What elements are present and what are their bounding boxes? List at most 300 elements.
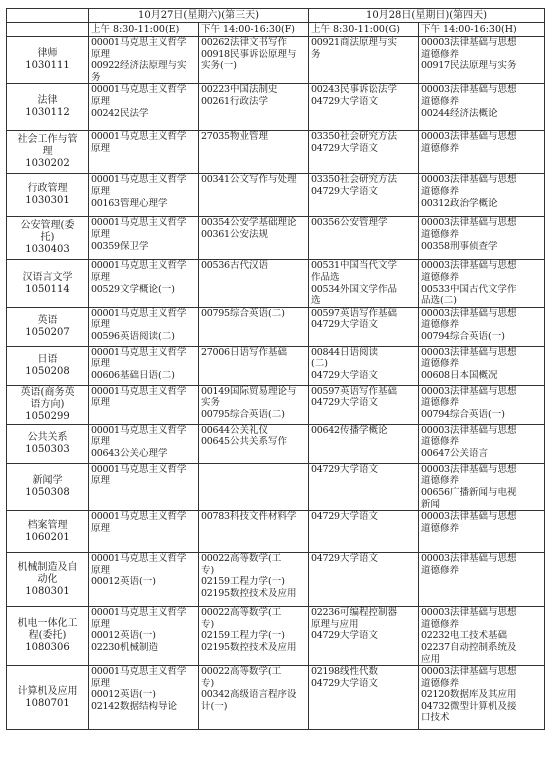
course-line — [201, 347, 306, 359]
course-code: 03350 — [311, 174, 340, 186]
major-name: 英语(商务英 — [20, 386, 75, 398]
exam-schedule-sheet — [6, 8, 544, 730]
course-line — [91, 689, 196, 701]
course-name: 行政法学 — [230, 95, 269, 107]
major-code: 1050207 — [25, 326, 70, 338]
course-code: 04729 — [311, 369, 340, 381]
course-name: 数据库及其应用 — [450, 689, 517, 701]
course-line — [421, 642, 542, 654]
course-name: 法律基础与思想 — [450, 511, 517, 523]
course-name: 道德修养 — [421, 95, 460, 107]
course-line — [421, 295, 542, 307]
course-code: 00597 — [311, 307, 340, 319]
course-code: 00647 — [421, 447, 450, 459]
course-name: 马克思主义哲学 — [120, 260, 187, 272]
course-code: 00022 — [201, 553, 230, 565]
course-line — [91, 174, 196, 186]
major-code: 1050308 — [25, 486, 70, 498]
course-code: 00795 — [201, 307, 230, 319]
course-line — [201, 409, 306, 421]
course-line — [421, 319, 542, 331]
course-code: 00645 — [201, 436, 230, 448]
schedule-row — [7, 511, 545, 553]
course-code: 00022 — [201, 607, 230, 619]
session-header: 上午 8:30-11:00(E) — [89, 23, 199, 37]
course-line — [201, 386, 306, 398]
course-name: 日本国概况 — [450, 369, 498, 381]
course-name: 马克思主义哲学 — [120, 385, 187, 397]
course-name: 专) — [201, 677, 215, 689]
course-line — [421, 198, 542, 210]
course-name: 新闻 — [421, 498, 441, 510]
course-line — [91, 260, 196, 272]
course-line — [311, 186, 416, 198]
course-line — [421, 397, 542, 409]
course-name: 法律基础与思想 — [450, 553, 517, 565]
course-name: 法律基础与思想 — [450, 666, 517, 678]
course-code: 00003 — [421, 174, 450, 186]
course-line — [421, 108, 542, 120]
course-code: 27035 — [201, 131, 230, 143]
course-name: 公关礼仪 — [230, 424, 269, 436]
course-code: 04729 — [311, 397, 340, 409]
course-line — [311, 319, 416, 331]
schedule-row — [7, 385, 545, 424]
corner-cell — [7, 9, 89, 23]
exam-cell — [89, 607, 199, 666]
exam-cell — [309, 131, 419, 174]
course-name: 原理与应用 — [311, 618, 359, 630]
course-name: 道德修养 — [421, 618, 460, 630]
course-code: 02120 — [421, 689, 450, 701]
course-name: 务 — [91, 71, 101, 83]
course-code: 00922 — [91, 60, 120, 72]
course-name: 马克思主义哲学 — [120, 346, 187, 358]
course-code: 00012 — [91, 576, 120, 588]
major-cell — [7, 463, 89, 510]
course-name: 公共关系写作 — [230, 436, 288, 448]
exam-cell — [199, 424, 309, 463]
course-line — [201, 397, 306, 409]
course-name: 原理 — [91, 228, 111, 240]
course-name: 民事诉讼原理与 — [230, 48, 297, 60]
course-name: 政治学概论 — [450, 197, 498, 209]
course-code: 00003 — [421, 131, 450, 143]
exam-cell — [419, 346, 545, 385]
course-code: 03350 — [311, 131, 340, 143]
course-name: 传播学概论 — [340, 424, 388, 436]
course-line — [311, 347, 416, 359]
course-name: 原理 — [91, 522, 111, 534]
course-line — [91, 397, 196, 409]
course-code: 00359 — [91, 240, 120, 252]
major-code: 1080701 — [25, 697, 70, 709]
course-code: 00261 — [201, 95, 230, 107]
course-line — [421, 217, 542, 229]
course-name: 大学语文 — [340, 142, 379, 154]
major-code: 1050299 — [25, 410, 70, 422]
course-name: 马克思主义哲学 — [120, 607, 187, 619]
course-name: 民事诉讼法学 — [340, 84, 398, 96]
exam-cell — [89, 217, 199, 260]
course-line — [91, 619, 196, 631]
course-name: 法律基础与思想 — [450, 260, 517, 272]
course-name: 马克思主义哲学 — [120, 217, 187, 229]
course-line — [311, 619, 416, 631]
course-name: 公文写作与处理 — [230, 174, 297, 186]
course-code: 00917 — [421, 60, 450, 72]
course-line — [201, 642, 306, 654]
course-code: 00001 — [91, 37, 120, 48]
course-code: 00003 — [421, 424, 450, 436]
course-code: 04729 — [311, 142, 340, 154]
course-line — [311, 358, 416, 370]
exam-cell — [419, 553, 545, 607]
course-name: 原理 — [91, 475, 111, 487]
course-line — [91, 666, 196, 678]
corner-cell-2 — [7, 23, 89, 37]
course-code: 00012 — [91, 689, 120, 701]
course-code: 00003 — [421, 346, 450, 358]
course-name: 古代汉语 — [230, 260, 269, 272]
course-line — [311, 260, 416, 272]
course-line — [421, 143, 542, 155]
major-name: 行政管理 — [27, 183, 68, 195]
course-line — [421, 260, 542, 272]
exam-cell — [309, 553, 419, 607]
course-code: 02159 — [201, 576, 230, 588]
course-name: 马克思主义哲学 — [120, 84, 187, 96]
course-line — [421, 701, 542, 713]
course-line — [421, 174, 542, 186]
course-line — [201, 607, 306, 619]
major-name: 程(委托) — [28, 630, 67, 642]
course-line — [91, 284, 196, 296]
course-name: 道德修养 — [421, 677, 460, 689]
course-name: 道德修养 — [421, 185, 460, 197]
course-name: 法律基础与思想 — [450, 217, 517, 229]
major-cell — [7, 385, 89, 424]
course-code: 00918 — [201, 48, 230, 60]
course-code: 00358 — [421, 240, 450, 252]
course-name: 道德修养 — [421, 228, 460, 240]
exam-cell — [199, 553, 309, 607]
course-line — [91, 308, 196, 320]
course-name: 数控技术及应用 — [230, 587, 297, 599]
course-line — [421, 654, 542, 666]
course-name: 英语阅读(二) — [120, 330, 175, 342]
schedule-row — [7, 307, 545, 346]
course-line — [91, 448, 196, 460]
exam-cell — [89, 553, 199, 607]
course-code: 04729 — [311, 511, 340, 523]
day2-header: 10月28日(星期日)(第四天) — [309, 9, 545, 23]
exam-cell — [89, 131, 199, 174]
major-code: 1030202 — [25, 158, 70, 170]
course-name: 社会研究方法 — [340, 131, 398, 143]
course-code: 00001 — [91, 307, 120, 319]
course-name: 作品选 — [311, 271, 340, 283]
course-name: 原理 — [91, 436, 111, 448]
course-line — [421, 553, 542, 565]
course-code: 04732 — [421, 700, 450, 712]
exam-cell — [419, 217, 545, 260]
exam-cell — [89, 174, 199, 217]
course-line — [421, 689, 542, 701]
exam-cell — [199, 174, 309, 217]
course-name: 综合英语(二) — [230, 408, 285, 420]
course-line — [311, 511, 416, 523]
course-line — [311, 678, 416, 690]
course-code: 00244 — [421, 107, 450, 119]
course-name: 管理心理学 — [120, 197, 168, 209]
course-code: 00001 — [91, 346, 120, 358]
course-line — [311, 630, 416, 642]
course-code: 00844 — [311, 346, 340, 358]
course-code: 00001 — [91, 217, 120, 229]
course-line — [91, 272, 196, 284]
course-name: 商法原理与实 — [340, 37, 398, 48]
course-line — [91, 565, 196, 577]
course-line — [201, 666, 306, 678]
course-name: 公安学基础理论 — [230, 217, 297, 229]
course-line — [421, 487, 542, 499]
course-name: 民法原理与实务 — [450, 60, 517, 72]
course-line — [201, 588, 306, 600]
course-line — [201, 565, 306, 577]
course-code: 27006 — [201, 346, 230, 358]
major-code: 1080301 — [25, 585, 70, 597]
course-code: 00795 — [201, 408, 230, 420]
schedule-row — [7, 424, 545, 463]
major-cell — [7, 84, 89, 131]
exam-cell — [419, 463, 545, 510]
course-line — [91, 678, 196, 690]
course-line — [201, 678, 306, 690]
exam-cell — [89, 37, 199, 84]
course-line — [421, 425, 542, 437]
course-name: 高等数学(工 — [230, 553, 282, 565]
exam-cell — [309, 260, 419, 307]
course-line — [91, 96, 196, 108]
course-line — [421, 409, 542, 421]
course-line — [201, 308, 306, 320]
course-code: 04729 — [311, 319, 340, 331]
course-code: 00656 — [421, 486, 450, 498]
course-name: 马克思主义哲学 — [120, 37, 187, 48]
major-cell — [7, 553, 89, 607]
course-name: 综合英语(一) — [450, 408, 505, 420]
course-line — [421, 386, 542, 398]
course-line — [91, 217, 196, 229]
exam-cell — [199, 346, 309, 385]
major-name: 托) — [40, 232, 55, 244]
exam-cell — [419, 84, 545, 131]
course-line — [91, 131, 196, 143]
exam-cell — [309, 346, 419, 385]
course-name: 马克思主义哲学 — [120, 174, 187, 186]
course-code: 04729 — [311, 553, 340, 565]
major-code: 1030301 — [25, 195, 70, 207]
course-name: 道德修养 — [421, 271, 460, 283]
major-name: 律师 — [37, 48, 58, 60]
course-code: 00001 — [91, 666, 120, 678]
course-name: 原理 — [91, 185, 111, 197]
course-line — [91, 464, 196, 476]
course-code: 04729 — [311, 463, 340, 475]
course-line — [311, 49, 416, 61]
major-cell — [7, 131, 89, 174]
course-name: 专) — [201, 618, 215, 630]
course-name: 马克思主义哲学 — [120, 463, 187, 475]
course-line — [91, 511, 196, 523]
course-name: 专) — [201, 564, 215, 576]
exam-cell — [309, 511, 419, 553]
session-header: 下午 14:00-16:30(F) — [199, 23, 309, 37]
course-line — [421, 712, 542, 724]
course-code: 00531 — [311, 260, 340, 272]
course-name: 马克思主义哲学 — [120, 131, 187, 143]
course-name: 道德修养 — [421, 564, 460, 576]
course-line — [91, 425, 196, 437]
course-name: 道德修养 — [421, 319, 460, 331]
course-line — [421, 284, 542, 296]
course-line — [311, 386, 416, 398]
course-code: 00001 — [91, 84, 120, 96]
exam-cell — [309, 607, 419, 666]
course-line — [91, 186, 196, 198]
course-code: 00606 — [91, 369, 120, 381]
exam-cell — [199, 307, 309, 346]
major-cell — [7, 511, 89, 553]
course-code: 00534 — [311, 283, 340, 295]
course-name: 中国当代文学 — [340, 260, 398, 272]
course-name: 法律基础与思想 — [450, 424, 517, 436]
exam-cell — [199, 260, 309, 307]
course-line — [311, 425, 416, 437]
course-line — [421, 272, 542, 284]
course-name: 计(一) — [201, 700, 228, 712]
course-line — [421, 308, 542, 320]
course-name: 道德修养 — [421, 475, 460, 487]
course-code: 00001 — [91, 607, 120, 619]
exam-cell — [309, 666, 419, 730]
major-name: 机械制造及自 — [17, 561, 78, 573]
course-name: 外国文学作品 — [340, 283, 398, 295]
course-name: (二) — [311, 358, 328, 370]
course-name: 务 — [311, 48, 321, 60]
course-code: 00001 — [91, 131, 120, 143]
exam-cell — [419, 385, 545, 424]
exam-cell — [309, 174, 419, 217]
course-code: 00608 — [421, 369, 450, 381]
major-code: 1030403 — [25, 244, 70, 256]
course-code: 00223 — [201, 84, 230, 96]
course-line — [201, 553, 306, 565]
course-name: 马克思主义哲学 — [120, 424, 187, 436]
course-code: 00012 — [91, 630, 120, 642]
course-line — [91, 607, 196, 619]
course-name: 原理 — [91, 48, 111, 60]
course-line — [91, 576, 196, 588]
course-name: 英语写作基础 — [340, 385, 398, 397]
course-line — [91, 108, 196, 120]
course-line — [201, 131, 306, 143]
course-line — [91, 72, 196, 84]
course-line — [421, 347, 542, 359]
course-name: 国际贸易理论与 — [230, 385, 297, 397]
course-name: 物业管理 — [230, 131, 269, 143]
major-name: 档案管理 — [27, 519, 68, 531]
schedule-row — [7, 346, 545, 385]
course-code: 04729 — [311, 185, 340, 197]
course-line — [311, 143, 416, 155]
course-name: 保卫学 — [120, 240, 149, 252]
course-code: 00644 — [201, 424, 230, 436]
course-line — [421, 448, 542, 460]
course-name: 自动控制系统及 — [450, 641, 517, 653]
session-header: 下午 14:00-16:30(H) — [419, 23, 545, 37]
course-code: 00643 — [91, 447, 120, 459]
exam-cell — [419, 260, 545, 307]
major-name: 语方向) — [30, 398, 65, 410]
exam-cell — [89, 666, 199, 730]
exam-cell — [419, 607, 545, 666]
course-name: 公安管理学 — [340, 217, 388, 229]
course-code: 00003 — [421, 607, 450, 619]
course-name: 中国古代文学作 — [450, 283, 517, 295]
course-name: 马克思主义哲学 — [120, 511, 187, 523]
course-name: 法律基础与思想 — [450, 346, 517, 358]
course-line — [311, 131, 416, 143]
course-line — [421, 37, 542, 49]
course-code: 00003 — [421, 553, 450, 565]
course-line — [421, 511, 542, 523]
course-line — [91, 436, 196, 448]
course-name: 马克思主义哲学 — [120, 553, 187, 565]
course-line — [311, 174, 416, 186]
course-code: 02237 — [421, 641, 450, 653]
course-line — [91, 241, 196, 253]
major-code: 1080306 — [25, 642, 70, 654]
course-name: 大学语文 — [340, 677, 379, 689]
course-line — [201, 96, 306, 108]
course-name: 道德修养 — [421, 436, 460, 448]
course-name: 英语(一) — [120, 689, 156, 701]
course-code: 00003 — [421, 511, 450, 523]
exam-cell — [199, 463, 309, 510]
course-name: 公安法规 — [230, 228, 269, 240]
course-code: 00354 — [201, 217, 230, 229]
course-line — [311, 295, 416, 307]
course-name: 法律基础与思想 — [450, 307, 517, 319]
exam-cell — [199, 666, 309, 730]
exam-cell — [199, 511, 309, 553]
course-line — [421, 131, 542, 143]
course-code: 00001 — [91, 424, 120, 436]
course-code: 00001 — [91, 511, 120, 523]
course-name: 经济法原理与实 — [120, 60, 187, 72]
exam-cell — [419, 174, 545, 217]
course-name: 广播新闻与电视 — [450, 486, 517, 498]
course-line — [201, 229, 306, 241]
course-line — [421, 475, 542, 487]
exam-cell — [419, 424, 545, 463]
course-line — [311, 284, 416, 296]
course-name: 原理 — [91, 271, 111, 283]
schedule-row — [7, 463, 545, 510]
course-code: 00361 — [201, 228, 230, 240]
